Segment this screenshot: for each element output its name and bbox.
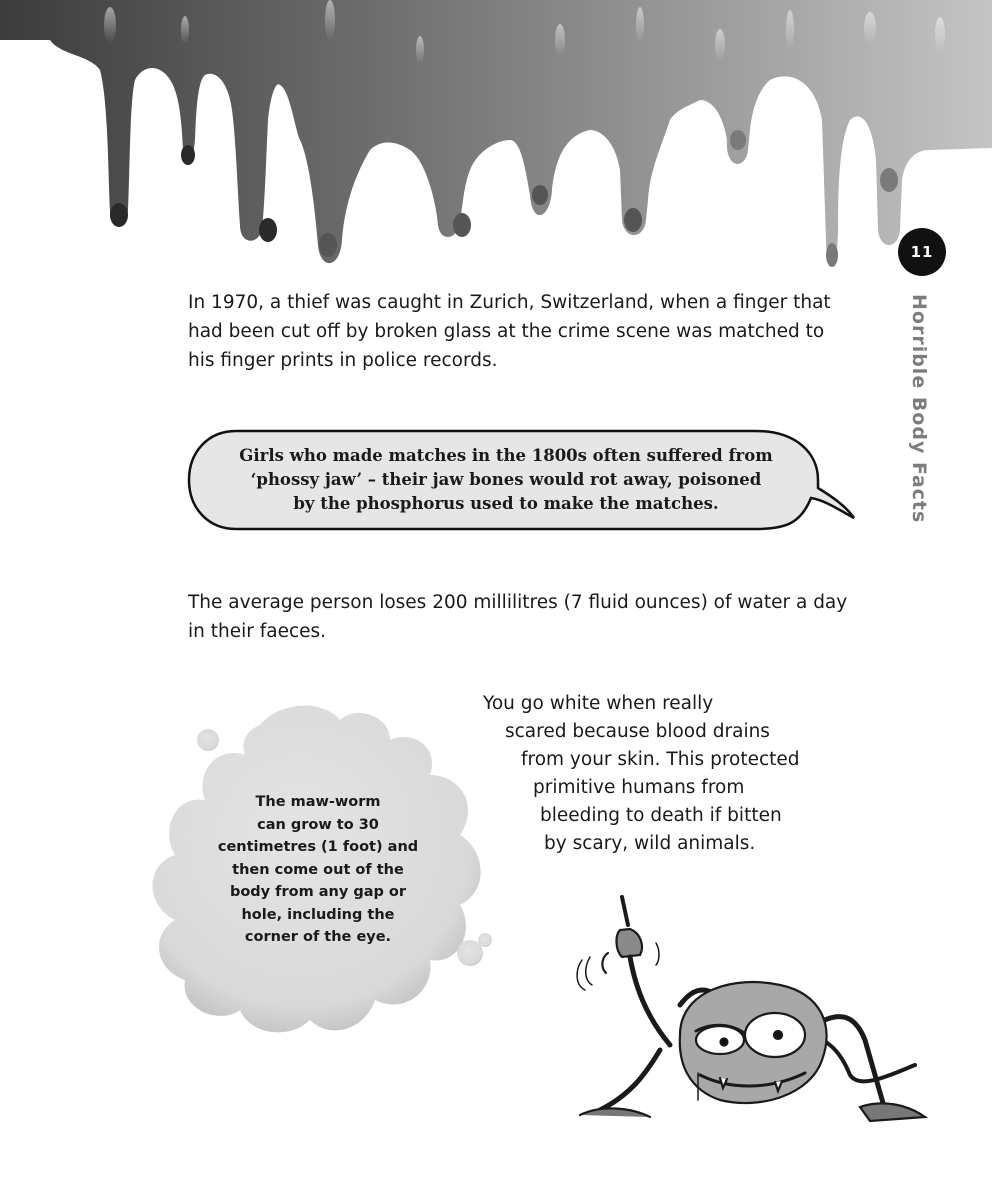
splat-line: can grow to 30 bbox=[257, 816, 379, 833]
spider-creature-illustration bbox=[560, 885, 950, 1135]
go-white-line: by scary, wild animals. bbox=[544, 833, 756, 854]
splat-line: then come out of the bbox=[232, 861, 404, 878]
splat-line: centimetres (1 foot) and bbox=[217, 839, 419, 855]
splat-maw-worm bbox=[140, 695, 510, 1055]
page-number: 11 bbox=[910, 243, 934, 261]
splat-text bbox=[200, 791, 436, 949]
dripping-goo-illustration bbox=[0, 0, 992, 275]
splat-line: body from any gap or bbox=[229, 884, 407, 900]
speech-bubble-phossy-jaw bbox=[186, 428, 858, 538]
go-white-line: You go white when really bbox=[483, 693, 714, 714]
running-title: Horrible Body Facts bbox=[908, 294, 930, 524]
go-white-line: scared because blood drains bbox=[505, 721, 770, 742]
splat-line: The maw-worm bbox=[255, 794, 381, 810]
go-white-line: primitive humans from bbox=[533, 777, 745, 798]
splat-line: hole, including the bbox=[241, 906, 395, 923]
go-white-line: from your skin. This protected bbox=[521, 749, 800, 770]
bubble-text bbox=[206, 444, 806, 516]
fact-faeces-water: The average person loses 200 millilitres (7 fluid ounces) of water a day in their faeces. bbox=[188, 592, 848, 642]
bubble-line: by the phosphorus used to make the matches. bbox=[293, 494, 719, 513]
go-white-line: bleeding to death if bitten bbox=[540, 805, 782, 826]
page-number-badge bbox=[898, 228, 946, 276]
bubble-line: Girls who made matches in the 1800s often suffered from bbox=[239, 446, 773, 465]
bubble-line: ‘phossy jaw’ – their jaw bones would rot away, poisoned bbox=[250, 470, 762, 489]
fact-go-white bbox=[483, 690, 800, 858]
splat-line: corner of the eye. bbox=[244, 929, 392, 945]
fact-thief-finger: In 1970, a thief was caught in Zurich, Switzerland, when a finger that had been cut off by broken glass at the crime scene was matched to his finger prints in police records. bbox=[188, 292, 831, 371]
